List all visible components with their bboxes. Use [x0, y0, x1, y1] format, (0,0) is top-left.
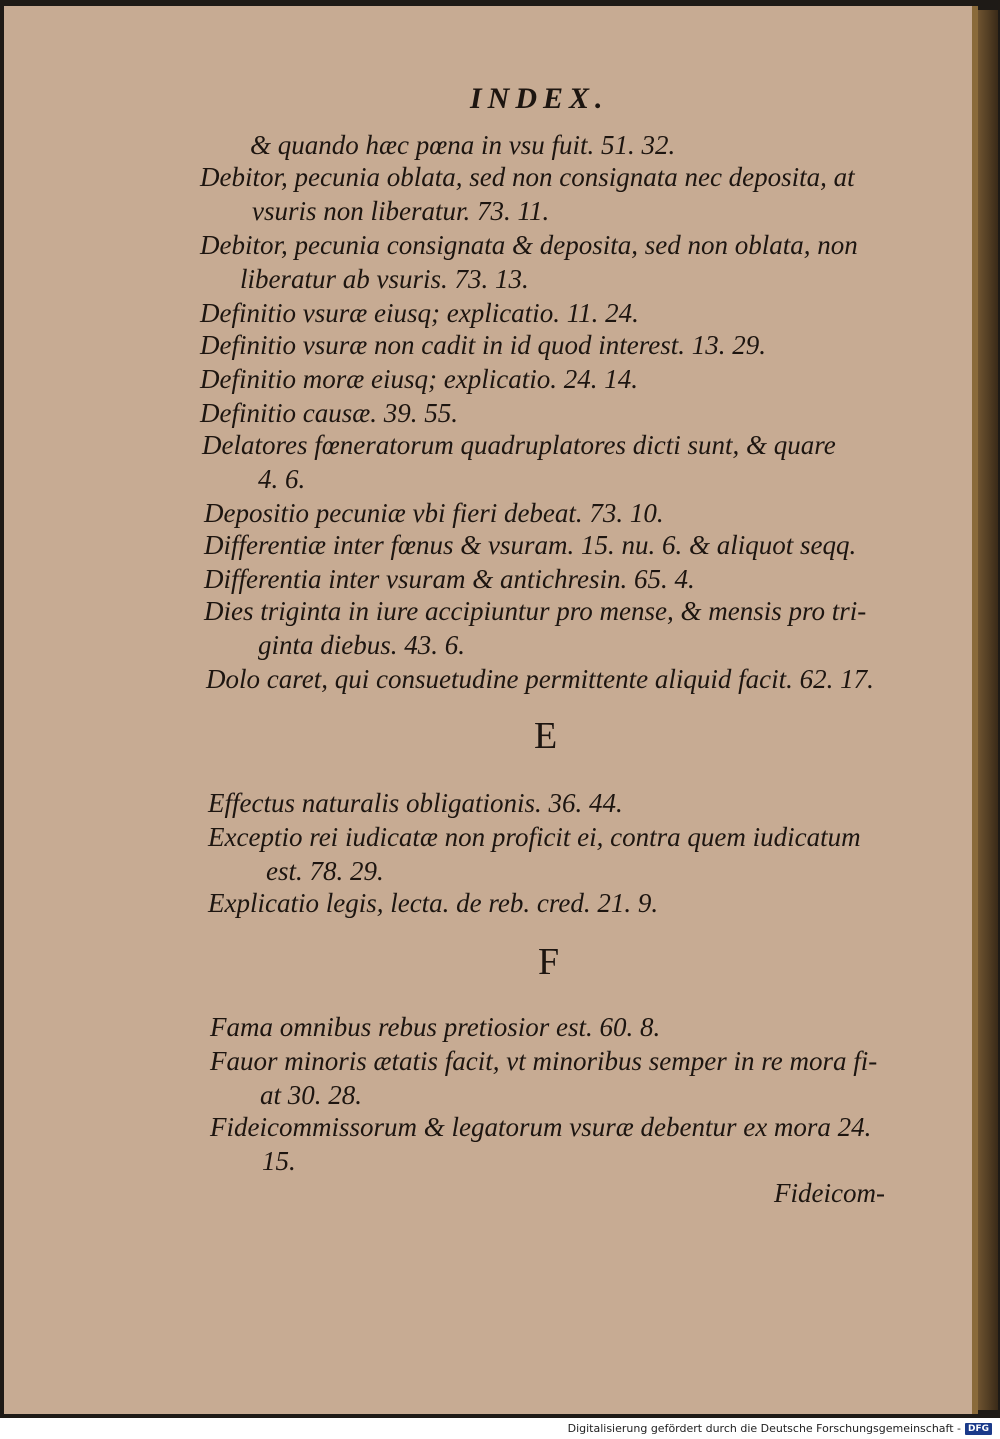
- index-line: at 30. 28.: [260, 1080, 363, 1110]
- index-line: Dies triginta in iure accipiuntur pro mense, & mensis pro tri-: [204, 596, 867, 626]
- index-line: Debitor, pecunia oblata, sed non consignata nec deposita, at: [200, 162, 855, 192]
- index-line: Definitio vsuræ non cadit in id quod interest. 13. 29.: [200, 330, 766, 360]
- index-line: Differentia inter vsuram & antichresin. 65. 4.: [204, 564, 695, 594]
- index-line: Dolo caret, qui consuetudine permittente aliquid facit. 62. 17.: [206, 664, 874, 694]
- index-line: est. 78. 29.: [266, 856, 384, 886]
- section-letter-e: E: [534, 715, 558, 757]
- index-line: Explicatio legis, lecta. de reb. cred. 21. 9.: [208, 888, 659, 918]
- index-line: Effectus naturalis obligationis. 36. 44.: [208, 788, 623, 818]
- index-line: Exceptio rei iudicatæ non proficit ei, contra quem iudicatum: [208, 822, 861, 852]
- index-line: 15.: [262, 1146, 296, 1176]
- index-line: Fama omnibus rebus pretiosior est. 60. 8.: [210, 1012, 661, 1042]
- index-line: Definitio vsuræ eiusq; explicatio. 11. 24.: [200, 298, 639, 328]
- index-line: Depositio pecuniæ vbi fieri debeat. 73. 10.: [204, 498, 664, 528]
- index-line: vsuris non liberatur. 73. 11.: [252, 196, 550, 226]
- digitization-credit: [568, 1422, 992, 1435]
- index-line: ginta diebus. 43. 6.: [258, 630, 465, 660]
- index-line: Definitio causæ. 39. 55.: [200, 398, 458, 428]
- index-line: Delatores fœneratorum quadruplatores dicti sunt, & quare: [202, 430, 836, 460]
- index-line: & quando hæc pœna in vsu fuit. 51. 32.: [250, 130, 676, 160]
- index-line: Definitio moræ eiusq; explicatio. 24. 14.: [200, 364, 638, 394]
- index-line: Differentiæ inter fœnus & vsuram. 15. nu. 6. & aliquot seqq.: [204, 530, 857, 560]
- section-letter-f: F: [538, 941, 560, 983]
- credit-text: Digitalisierung gefördert durch die Deutsche Forschungsgemeinschaft -: [567, 1422, 961, 1435]
- running-head: INDEX.: [470, 82, 609, 115]
- dfg-logo-icon: DFG: [965, 1423, 992, 1435]
- index-line: Debitor, pecunia consignata & deposita, sed non oblata, non: [200, 230, 858, 260]
- index-line: liberatur ab vsuris. 73. 13.: [240, 264, 529, 294]
- index-line: Fideicommissorum & legatorum vsuræ debentur ex mora 24.: [210, 1112, 872, 1142]
- index-line: 4. 6.: [258, 464, 306, 494]
- index-line: Fauor minoris ætatis facit, vt minoribus semper in re mora fi-: [210, 1046, 878, 1076]
- catchword: Fideicom-: [774, 1178, 885, 1208]
